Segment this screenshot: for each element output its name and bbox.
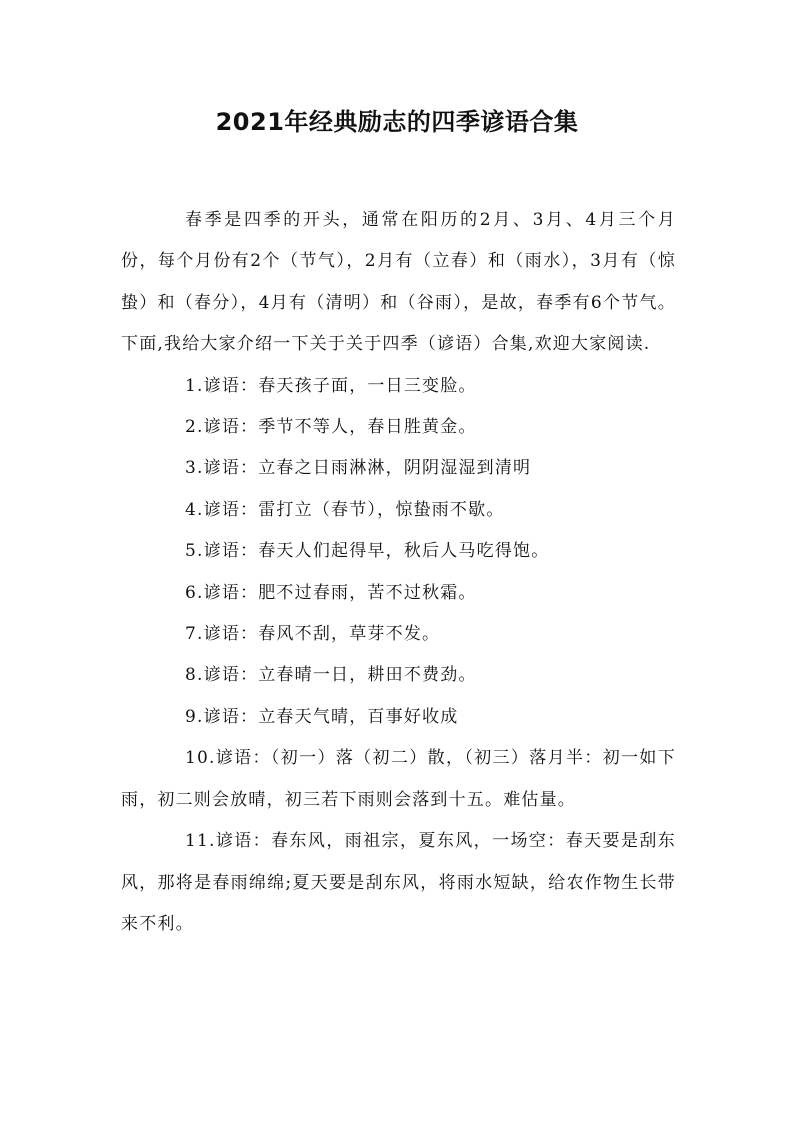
proverb-item: 8.谚语：立春晴一日，耕田不费劲。 xyxy=(185,665,477,686)
proverb-item: 7.谚语：春风不刮，草芽不发。 xyxy=(185,624,441,645)
intro-paragraph: 春季是四季的开头，通常在阳历的2月、3月、4月三个月份，每个月份有2个（节气），2月有（立春）和（雨水），3月有（惊蛰）和（春分），4月有（清明）和（谷雨），是故，春季有6个节气。下面,我给大家介绍一下关于关于四季（谚语）合集,欢迎大家阅读. xyxy=(121,210,676,355)
proverb-item: 1.谚语：春天孩子面，一日三变脸。 xyxy=(185,375,477,396)
proverb-item: 11.谚语：春东风，雨祖宗，夏东风，一场空：春天要是刮东风，那将是春雨绵绵;夏天要是刮东风，将雨水短缺，给农作物生长带来不利。 xyxy=(121,831,676,934)
document-body xyxy=(121,200,676,945)
proverb-item: 4.谚语：雷打立（春节），惊蛰雨不歇。 xyxy=(185,499,505,520)
proverb-item: 10.谚语：（初一）落（初二）散，（初三）落月半：初一如下雨，初二则会放晴，初三若下雨则会落到十五。难估量。 xyxy=(121,748,676,810)
proverb-item: 3.谚语：立春之日雨淋淋，阴阴湿湿到清明 xyxy=(185,458,532,479)
proverb-item: 9.谚语：立春天气晴，百事好收成 xyxy=(185,706,459,727)
proverb-item: 2.谚语：季节不等人，春日胜黄金。 xyxy=(185,417,477,438)
proverb-item: 6.谚语：肥不过春雨，苦不过秋霜。 xyxy=(185,582,477,603)
document-title: 2021年经典励志的四季谚语合集 xyxy=(215,108,579,136)
proverb-item: 5.谚语：春天人们起得早，秋后人马吃得饱。 xyxy=(185,541,550,562)
